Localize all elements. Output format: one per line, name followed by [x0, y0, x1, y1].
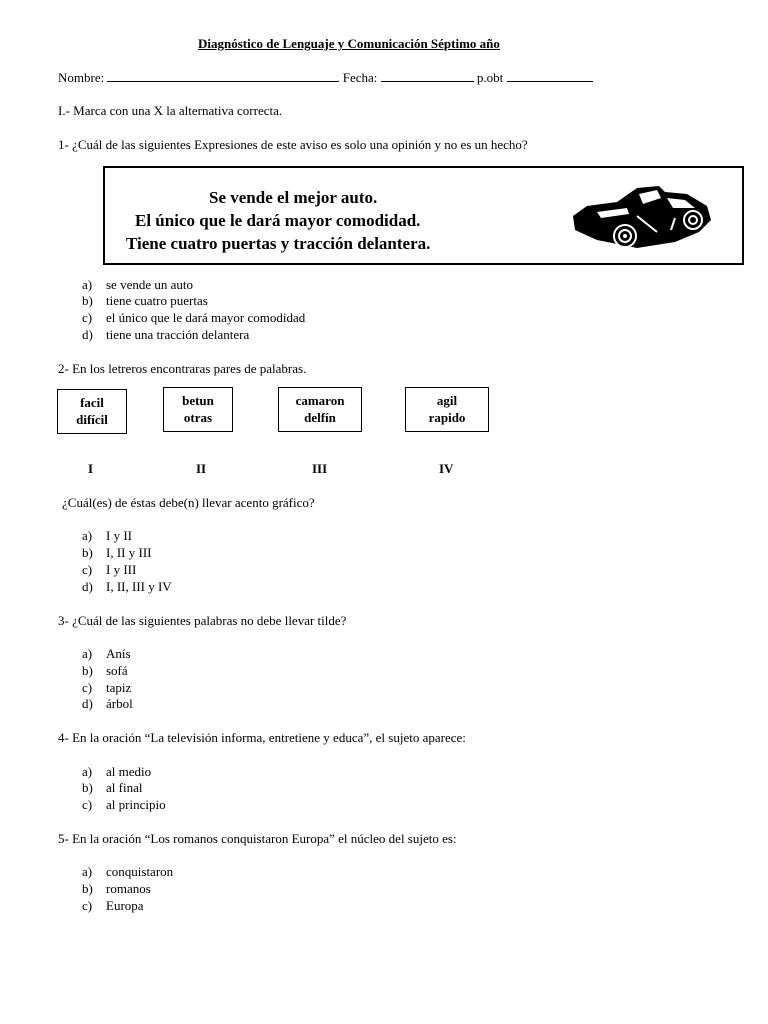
nombre-label: Nombre:	[58, 70, 105, 85]
q3-option-b[interactable]: b) sofá	[82, 663, 128, 678]
ad-line-1: Se vende el mejor auto.	[209, 188, 378, 207]
q3-option-c[interactable]: c) tapiz	[82, 680, 132, 695]
pobt-label: p.obt	[476, 70, 504, 85]
q1-option-c[interactable]: c) el único que le dará mayor comodidad	[82, 310, 306, 325]
q4-option-b[interactable]: b) al final	[82, 780, 143, 795]
q4-option-c[interactable]: c) al principio	[82, 797, 166, 812]
q2-option-c[interactable]: c) I y III	[82, 562, 137, 577]
q1-option-b[interactable]: b) tiene cuatro puertas	[82, 293, 208, 308]
word-box-3: camaron delfín	[278, 387, 362, 432]
instruction: I.- Marca con una X la alternativa correcta.	[58, 103, 283, 118]
question-5: 5- En la oración “Los romanos conquistaron Europa” el núcleo del sujeto es:	[58, 831, 457, 846]
q3-option-a[interactable]: a) Anís	[82, 646, 131, 661]
fecha-blank[interactable]	[381, 69, 474, 82]
q3-option-d[interactable]: d) árbol	[82, 696, 133, 711]
ad-line-3: Tiene cuatro puertas y tracción delantera.	[126, 234, 431, 253]
car-icon	[567, 176, 717, 252]
q5-option-a[interactable]: a) conquistaron	[82, 864, 174, 879]
q2-option-a[interactable]: a) I y II	[82, 528, 132, 543]
advertisement-box	[103, 166, 744, 265]
q2-option-d[interactable]: d) I, II, III y IV	[82, 579, 172, 594]
question-4: 4- En la oración “La televisión informa, entretiene y educa”, el sujeto aparece:	[58, 730, 466, 745]
numeral-4: IV	[439, 461, 454, 476]
question-1: 1- ¿Cuál de las siguientes Expresiones de este aviso es solo una opinión y no es un hecho?	[58, 137, 528, 152]
q5-option-b[interactable]: b) romanos	[82, 881, 151, 896]
pobt-blank[interactable]	[507, 69, 593, 82]
numeral-1: I	[88, 461, 94, 476]
word-box-4: agil rapido	[405, 387, 489, 432]
q1-option-a[interactable]: a) se vende un auto	[82, 277, 194, 292]
numeral-2: II	[196, 461, 207, 476]
header-fields	[58, 69, 593, 86]
word-box-1: facil difícil	[57, 389, 127, 434]
q4-option-a[interactable]: a) al medio	[82, 764, 152, 779]
q5-option-c[interactable]: c) Europa	[82, 898, 144, 913]
numeral-3: III	[312, 461, 328, 476]
q2-option-b[interactable]: b) I, II y III	[82, 545, 152, 560]
page-title: Diagnóstico de Lenguaje y Comunicación Séptimo año	[198, 36, 500, 51]
ad-line-2: El único que le dará mayor comodidad.	[135, 211, 421, 230]
question-3: 3- ¿Cuál de las siguientes palabras no debe llevar tilde?	[58, 613, 347, 628]
question-2-prompt: ¿Cuál(es) de éstas debe(n) llevar acento gráfico?	[62, 495, 315, 510]
word-box-2: betun otras	[163, 387, 233, 432]
question-2: 2- En los letreros encontraras pares de palabras.	[58, 361, 307, 376]
fecha-label: Fecha:	[342, 70, 378, 85]
q1-option-d[interactable]: d) tiene una tracción delantera	[82, 327, 250, 342]
nombre-blank[interactable]	[107, 69, 339, 82]
